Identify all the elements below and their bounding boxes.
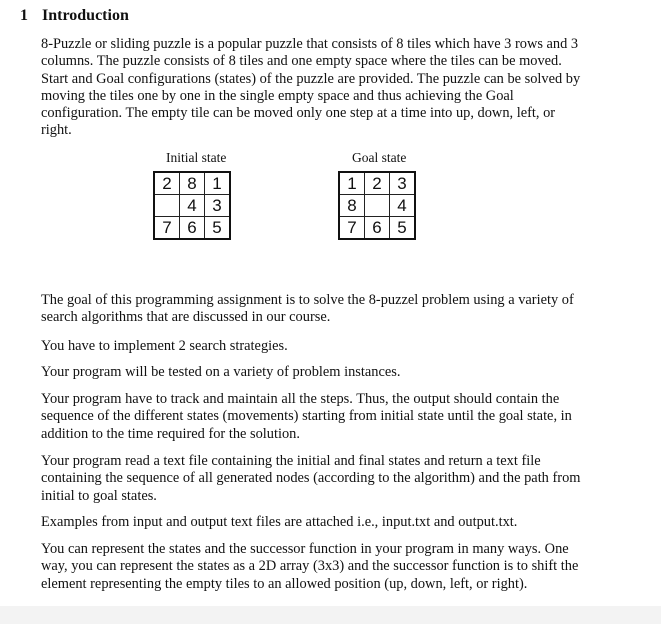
goal-tile: 3 [390, 172, 416, 195]
initial-tile: 5 [205, 217, 231, 240]
intro-paragraph: 8-Puzzle or sliding puzzle is a popular puzzle that consists of 8 tiles which have 3 rows and 3 columns. The puzzle consists of 8 tiles and one empty space where the tiles can be moved. Start and Goal configurations (states) of the puzzle are provided. The puzzle can be solved by moving the tiles one by one in the single empty space and thus achieving the Goal configuration. The empty tile can be moved only one step at a time into up, down, left, or right. [41, 36, 581, 139]
goal-tile: 2 [365, 172, 390, 195]
strategies-paragraph: You have to implement 2 search strategies. [41, 338, 288, 354]
goal-tile: 7 [339, 217, 365, 240]
representation-paragraph: You can represent the states and the successor function in your program in many ways. One way, you can represent the states as a 2D array (3x3) and the successor function is to shift the element representing the empty tiles to an allowed position (up, down, left, or right). [41, 541, 579, 592]
goal-tile: 8 [339, 195, 365, 217]
testing-paragraph: Your program will be tested on a variety of problem instances. [41, 364, 401, 380]
initial-tile: 3 [205, 195, 231, 217]
initial-state-grid [153, 171, 231, 240]
goal-tile: 6 [365, 217, 390, 240]
examples-paragraph: Examples from input and output text files are attached i.e., input.txt and output.txt. [41, 514, 518, 530]
goal-paragraph: The goal of this programming assignment is to solve the 8-puzzel problem using a variety of search algorithms that are discussed in our course. [41, 292, 574, 326]
file-io-paragraph: Your program read a text file containing the initial and final states and return a text file containing the sequence of all generated nodes (according to the algorithm) and the path from initial to goal states. [41, 453, 581, 504]
goal-tile: 1 [339, 172, 365, 195]
page-bottom-edge [0, 606, 661, 624]
section-heading [20, 6, 129, 26]
initial-tile-empty [154, 195, 180, 217]
initial-tile: 4 [180, 195, 205, 217]
section-title: Introduction [42, 7, 129, 24]
initial-state-label: Initial state [166, 150, 227, 165]
goal-tile: 5 [390, 217, 416, 240]
initial-tile: 2 [154, 172, 180, 195]
initial-tile: 1 [205, 172, 231, 195]
goal-state-grid [338, 171, 416, 240]
section-number: 1 [20, 7, 28, 24]
initial-tile: 7 [154, 217, 180, 240]
initial-tile: 8 [180, 172, 205, 195]
tracking-paragraph: Your program have to track and maintain all the steps. Thus, the output should contain the sequence of the different states (movements) starting from initial state until the goal state, in addition to the time required for the solution. [41, 391, 572, 442]
goal-tile-empty [365, 195, 390, 217]
initial-tile: 6 [180, 217, 205, 240]
goal-tile: 4 [390, 195, 416, 217]
goal-state-label: Goal state [352, 150, 407, 165]
